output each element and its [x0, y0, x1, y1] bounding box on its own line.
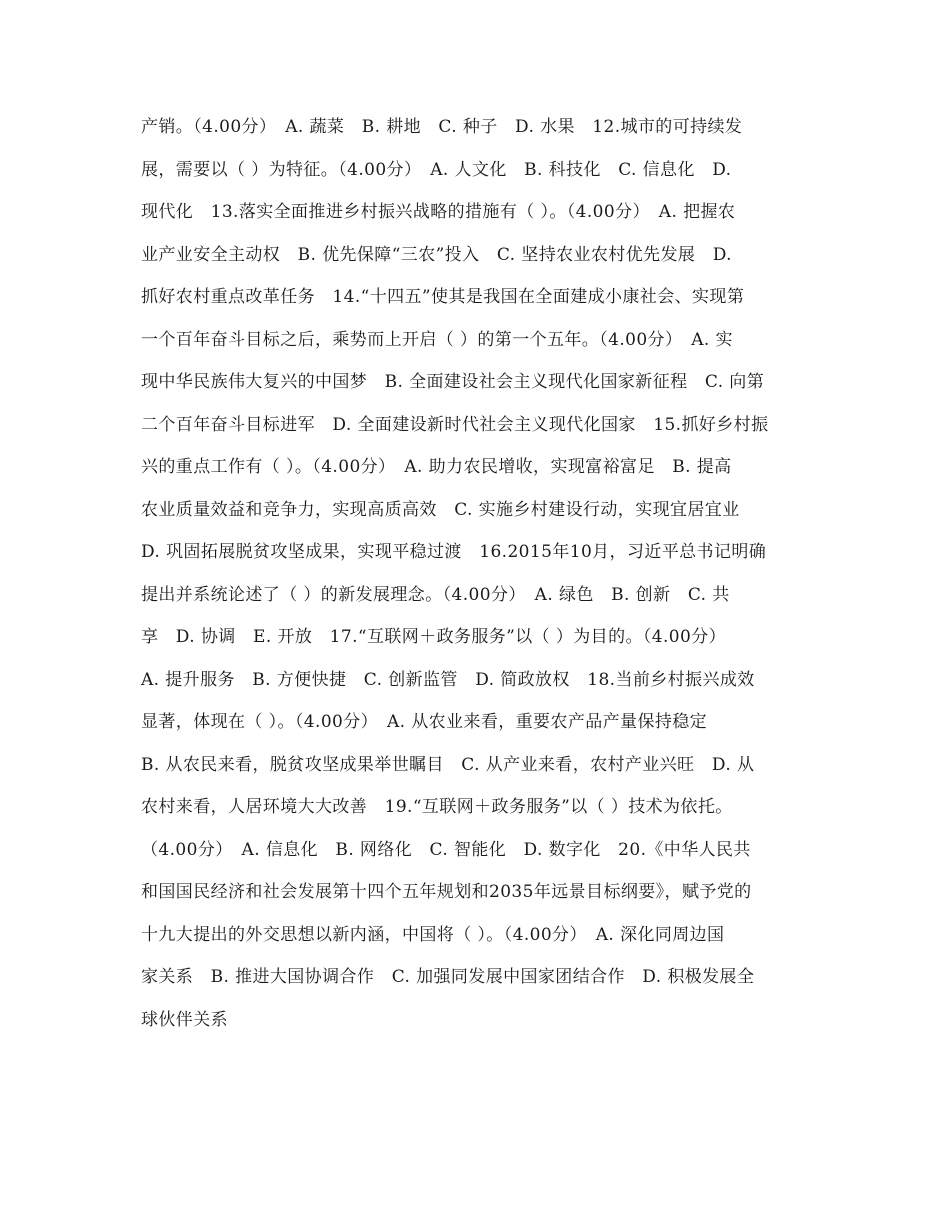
text-line: 产销。（4.00分） A. 蔬菜 B. 耕地 C. 种子 D. 水果 12.城市的可持续发	[141, 117, 743, 137]
text-line: 和国国民经济和社会发展第十四个五年规划和2035年远景目标纲要》，赋予党的	[141, 882, 752, 902]
text-line: 家关系 B. 推进大国协调合作 C. 加强同发展中国家团结合作 D. 积极发展全	[141, 967, 755, 987]
text-line: 显著，体现在（ ）。（4.00分） A. 从农业来看，重要农产品产量保持稳定	[141, 712, 708, 732]
text-line: 兴的重点工作有（ ）。（4.00分） A. 助力农民增收，实现富裕富足 B. 提高	[141, 457, 732, 477]
text-line: 提出并系统论述了（ ）的新发展理念。（4.00分） A. 绿色 B. 创新 C. 共	[141, 584, 730, 605]
text-line: D. 巩固拓展脱贫攻坚成果，实现平稳过渡 16.2015年10月，习近平总书记明确	[141, 542, 767, 562]
text-line: 农业质量效益和竞争力，实现高质高效 C. 实施乡村建设行动，实现宜居宜业	[141, 499, 740, 520]
text-line: 现中华民族伟大复兴的中国梦 B. 全面建设社会主义现代化国家新征程 C. 向第	[141, 372, 765, 392]
text-line: 现代化 13.落实全面推进乡村振兴战略的措施有（ ）。（4.00分） A. 把握农	[141, 202, 736, 222]
text-line: 二个百年奋斗目标进军 D. 全面建设新时代社会主义现代化国家 15.抓好乡村振	[141, 414, 769, 435]
question-text-block	[141, 106, 821, 1041]
text-line: （4.00分） A. 信息化 B. 网络化 C. 智能化 D. 数字化 20.《中华人民共	[141, 839, 751, 860]
text-line: 十九大提出的外交思想以新内涵，中国将（ ）。（4.00分） A. 深化同周边国	[141, 924, 725, 945]
text-line: 农村来看，人居环境大大改善 19.“互联网＋政务服务”以（ ）技术为依托。	[141, 797, 733, 817]
text-line: 一个百年奋斗目标之后，乘势而上开启（ ）的第一个五年。（4.00分） A. 实	[141, 329, 733, 350]
text-line: 享 D. 协调 E. 开放 17.“互联网＋政务服务”以（ ）为目的。（4.00分）	[141, 627, 727, 647]
text-line: 抓好农村重点改革任务 14.“十四五”使其是我国在全面建成小康社会、实现第	[141, 287, 745, 307]
text-line: 业产业安全主动权 B. 优先保障“三农”投入 C. 坚持农业农村优先发展 D.	[141, 244, 732, 265]
text-line: 展，需要以（ ）为特征。（4.00分） A. 人文化 B. 科技化 C. 信息化 D.	[141, 159, 732, 180]
text-line: B. 从农民来看，脱贫攻坚成果举世瞩目 C. 从产业来看，农村产业兴旺 D. 从	[141, 754, 755, 775]
text-line: A. 提升服务 B. 方便快捷 C. 创新监管 D. 简政放权 18.当前乡村振兴成效	[141, 669, 755, 690]
text-line: 球伙伴关系	[141, 1009, 228, 1030]
